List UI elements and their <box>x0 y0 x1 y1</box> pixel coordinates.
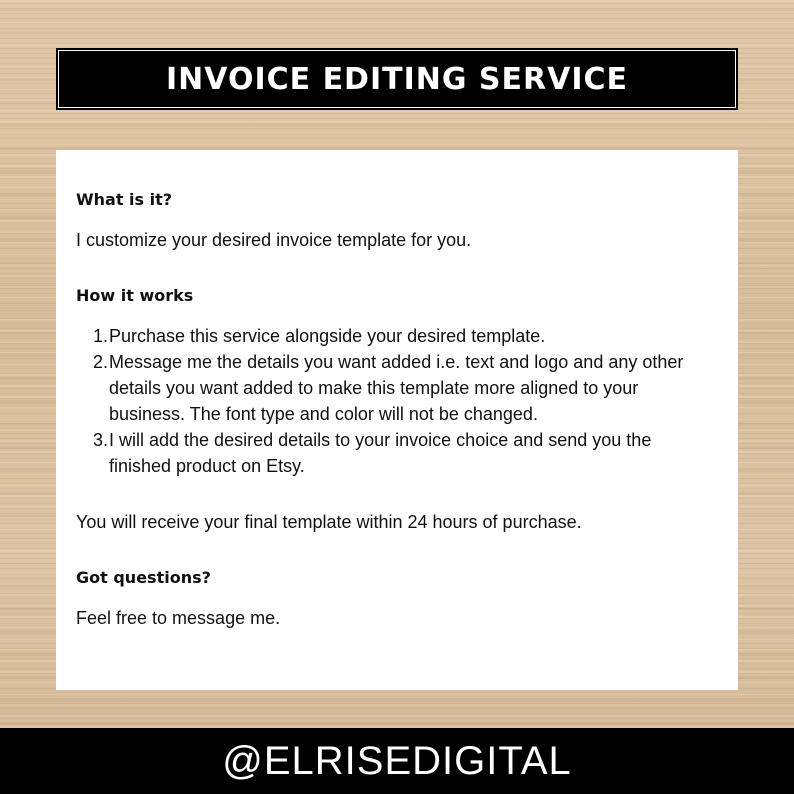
title-banner <box>56 48 738 110</box>
how-heading: How it works <box>76 286 194 305</box>
step-number: 1. <box>92 326 108 346</box>
questions-text: Feel free to message me. <box>76 608 281 628</box>
delivery-text: You will receive your final template within 24 hours of purchase. <box>76 512 582 532</box>
step-number: 3. <box>92 430 108 450</box>
shop-handle: @ELRISEDIGITAL <box>222 738 572 783</box>
step-text: Message me the details you want added i.e. text and logo and any other details you want added to make this template more aligned to your business. The font type and color will not be changed. <box>109 352 684 424</box>
what-text: I customize your desired invoice template for you. <box>76 230 472 250</box>
step-text: Purchase this service alongside your desired template. <box>109 326 546 346</box>
step-number: 2. <box>92 352 108 372</box>
step-item <box>76 323 716 349</box>
step-item <box>76 349 716 427</box>
page-title: INVOICE EDITING SERVICE <box>165 61 629 97</box>
step-item <box>76 427 716 479</box>
questions-heading: Got questions? <box>76 568 211 587</box>
info-card <box>56 150 738 690</box>
steps-list <box>76 323 716 479</box>
what-heading: What is it? <box>76 190 173 209</box>
step-text: I will add the desired details to your invoice choice and send you the finished product on Etsy. <box>109 430 652 476</box>
footer-bar <box>0 728 794 794</box>
